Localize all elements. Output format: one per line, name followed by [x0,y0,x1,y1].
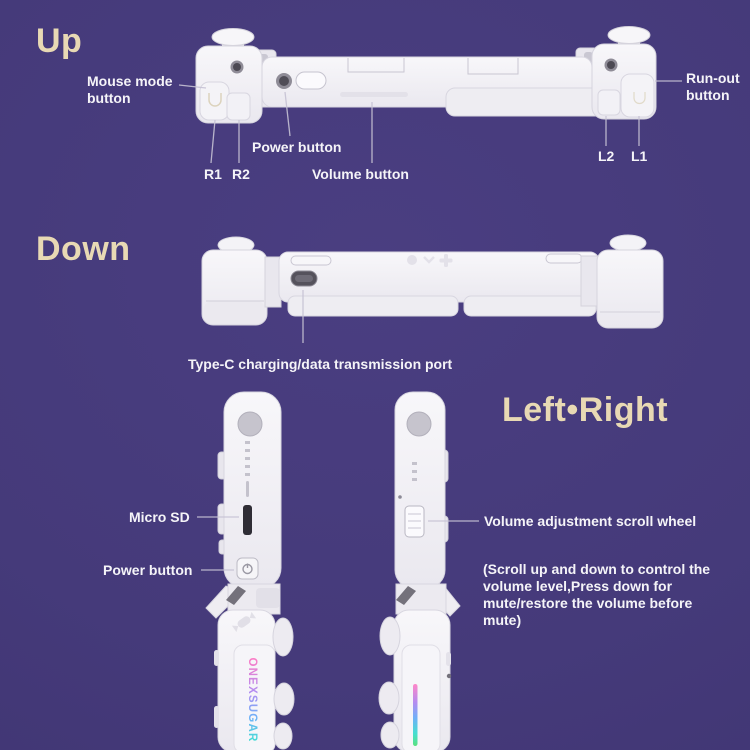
top-left-controller-block [196,46,262,123]
label-micro-sd: Micro SD [129,509,190,525]
device-bottom-view [202,235,663,328]
power-button-side-icon [237,558,258,579]
device-right-side-view [379,392,460,750]
brand-text: ONEXSUGAR [246,657,258,743]
face-button-side-icon [274,683,294,715]
headphone-jack-icon [447,674,451,678]
joystick-icon [212,29,254,46]
label-type-c-port: Type-C charging/data transmission port [188,356,453,372]
run-out-button-icon [621,74,654,117]
joystick-pivot-icon [407,412,431,436]
label-mouse-mode-button: Mouse mode button [87,73,173,106]
label-r1: R1 [204,166,222,182]
label-volume-note: (Scroll up and down to control the volume level,Press down for mute/restore the volume before mute) [483,561,711,628]
micro-sd-slot-icon [243,505,252,535]
face-button-side-icon [273,618,293,656]
volume-button-top-icon [296,72,326,89]
joystick-icon [608,27,650,44]
face-button-side-icon [274,723,292,749]
label-volume-button: Volume button [312,166,409,182]
regulatory-marks [412,462,417,481]
label-power-button-side: Power button [103,562,193,578]
face-button-side-icon [381,722,399,748]
section-title-up: Up [36,22,83,60]
mic-hole-icon [398,495,402,499]
section-title-down: Down [36,230,131,268]
device-top-view [196,27,656,124]
face-button-side-icon [379,682,399,714]
face-button-glyph [407,255,417,265]
section-title-left-right: Left•Right [502,391,669,429]
label-l1: L1 [631,148,648,164]
label-power-button-top: Power button [252,139,342,155]
label-r2: R2 [232,166,250,182]
device-left-side-view [206,392,294,750]
label-l2: L2 [598,148,615,164]
top-right-controller-block [592,44,656,119]
joystick-icon [610,235,646,251]
label-run-out-button: Run-out button [686,70,740,103]
joystick-pivot-icon [238,412,262,436]
label-volume-scroll-wheel: Volume adjustment scroll wheel [484,513,697,529]
face-button-side-icon [380,617,400,655]
connector-r1 [211,120,215,163]
rgb-light-strip [413,684,418,746]
volume-scroll-wheel-icon [405,506,424,537]
